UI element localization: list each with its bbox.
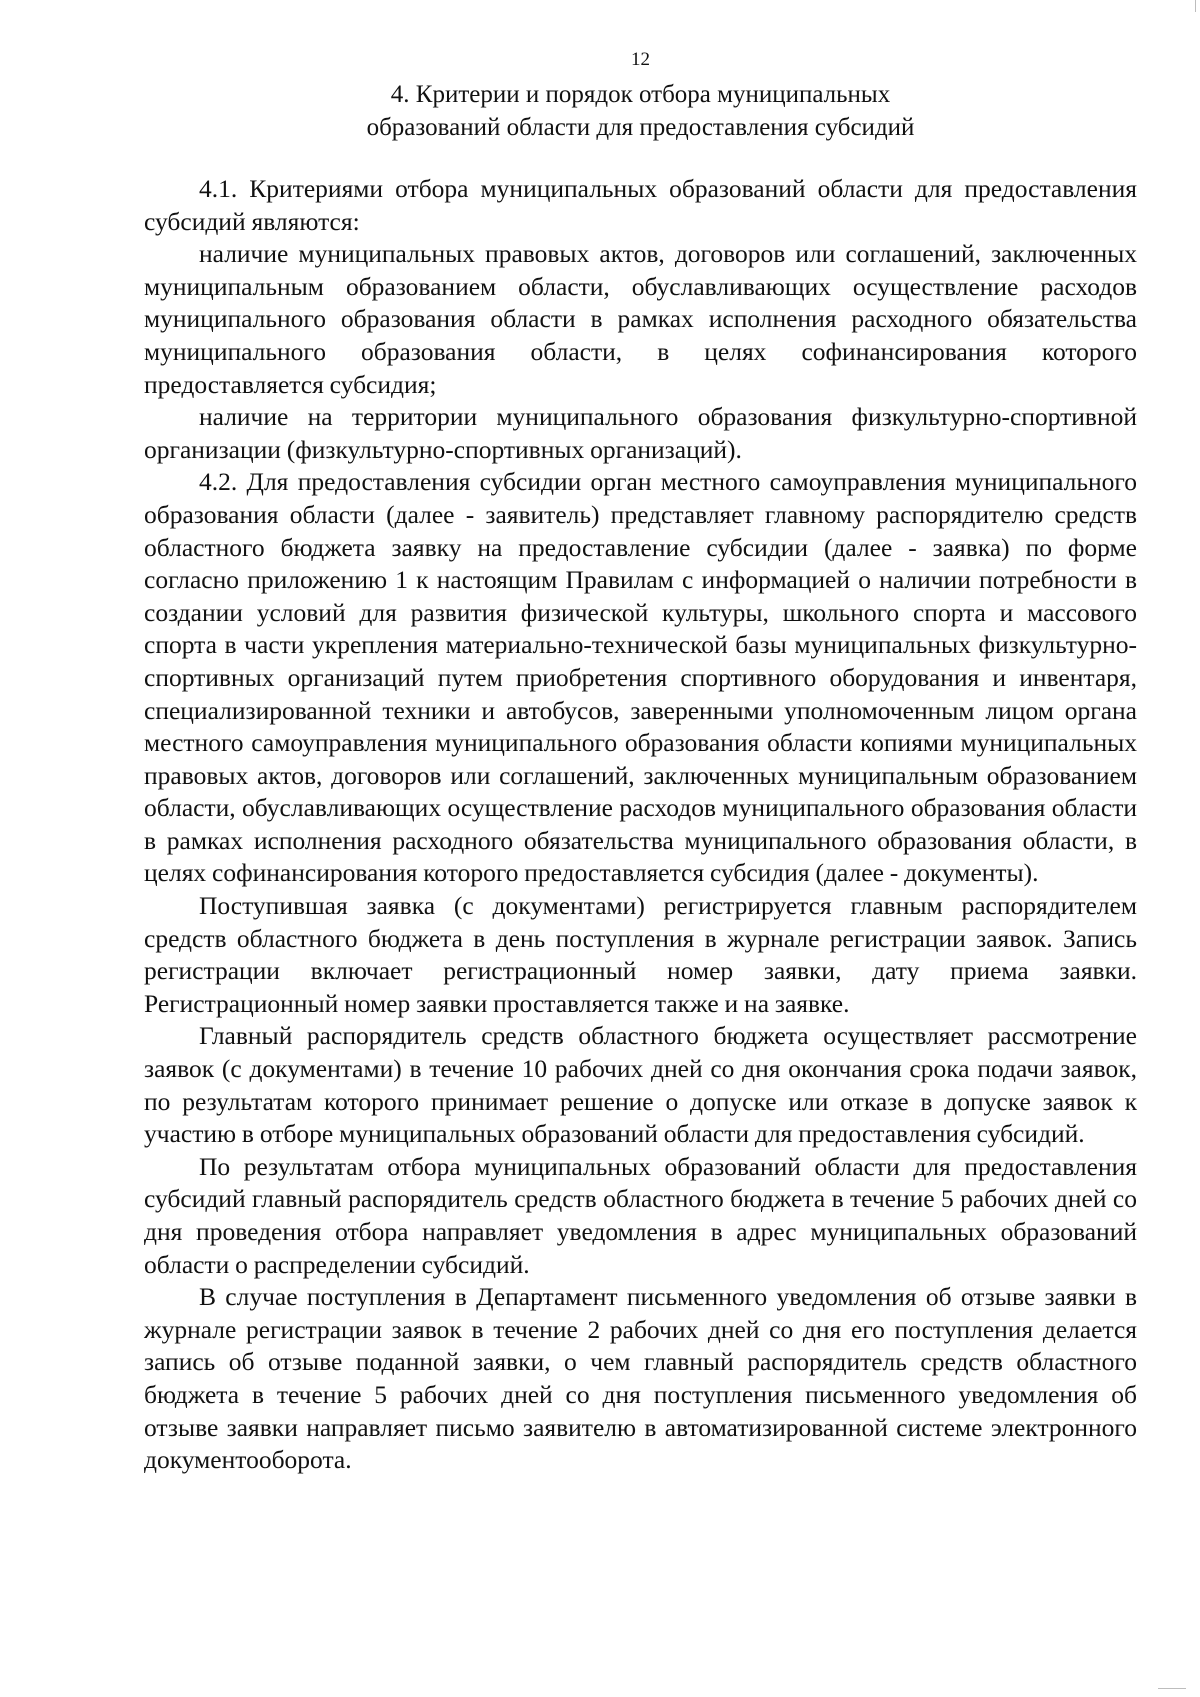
scan-edge-mark-bottom (1158, 1688, 1186, 1689)
paragraph-4-1-intro: 4.1. Критериями отбора муниципальных образований области для предоставления субсидий являются: (144, 174, 1137, 236)
scan-edge-mark-top (1195, 0, 1196, 12)
section-heading (144, 78, 1137, 144)
paragraph-4-2-application: 4.2. Для предоставления субсидии орган местного самоуправления муниципального образования области (далее - заявитель) представляет главному распорядителю средств областного бюджета заявку на предоставление субсидии (далее - заявка) по форме согласно приложению 1 к настоящим Правилам с информацией о наличии потребности в создании условий для развития физической культуры, школьного спорта и массового спорта в части укрепления материально-технической базы муниципальных физкультурно-спортивных организаций путем приобретения спортивного оборудования и инвентаря, специализированной техники и автобусов, заверенными уполномоченным лицом органа местного самоуправления муниципального образования области копиями муниципальных правовых актов, договоров или соглашений, заключенных муниципальным образованием области, обуславливающих осуществление расходов муниципального образования области в рамках исполнения расходного обязательства муниципального образования области, в целях софинансирования которого предоставляется субсидия (далее - документы). (144, 467, 1137, 888)
paragraph-criterion-legal-acts: наличие муниципальных правовых актов, договоров или соглашений, заключенных муниципальным образованием области, обуславливающих осуществление расходов муниципального образования области в рамках исполнения расходного обязательства муниципального образования области, в целях софинансирования которого предоставляется субсидия; (144, 239, 1137, 399)
section-heading-line-2: образований области для предоставления субсидий (366, 114, 915, 141)
document-page (144, 48, 1137, 1477)
section-heading-line-1: 4. Критерии и порядок отбора муниципальных (390, 81, 891, 108)
paragraph-selection-results: По результатам отбора муниципальных образований области для предоставления субсидий главный распорядитель средств областного бюджета в течение 5 рабочих дней со дня проведения отбора направляет уведомления в адрес муниципальных образований области о распределении субсидий. (144, 1151, 1137, 1279)
paragraph-criterion-sports-organization: наличие на территории муниципального образования физкультурно-спортивной организации (физкультурно-спортивных организаций). (144, 402, 1137, 464)
page-number: 12 (631, 49, 650, 70)
paragraph-application-registration: Поступившая заявка (с документами) регистрируется главным распорядителем средств областного бюджета в день поступления в журнале регистрации заявок. Запись регистрации включает регистрационный номер заявки, дату приема заявки. Регистрационный номер заявки проставляется также и на заявке. (144, 891, 1137, 1018)
paragraph-application-review: Главный распорядитель средств областного бюджета осуществляет рассмотрение заявок (с документами) в течение 10 рабочих дней со дня окончания срока подачи заявок, по результатам которого принимает решение о допуске или отказе в допуске заявок к участию в отборе муниципальных образований области для предоставления субсидий. (144, 1021, 1137, 1149)
paragraph-application-withdrawal: В случае поступления в Департамент письменного уведомления об отзыве заявки в журнале регистрации заявок в течение 2 рабочих дней со дня его поступления делается запись об отзыве поданной заявки, о чем главный распорядитель средств областного бюджета в течение 5 рабочих дней со дня поступления письменного уведомления об отзыве заявки направляет письмо заявителю в автоматизированной системе электронного документооборота. (144, 1282, 1137, 1475)
